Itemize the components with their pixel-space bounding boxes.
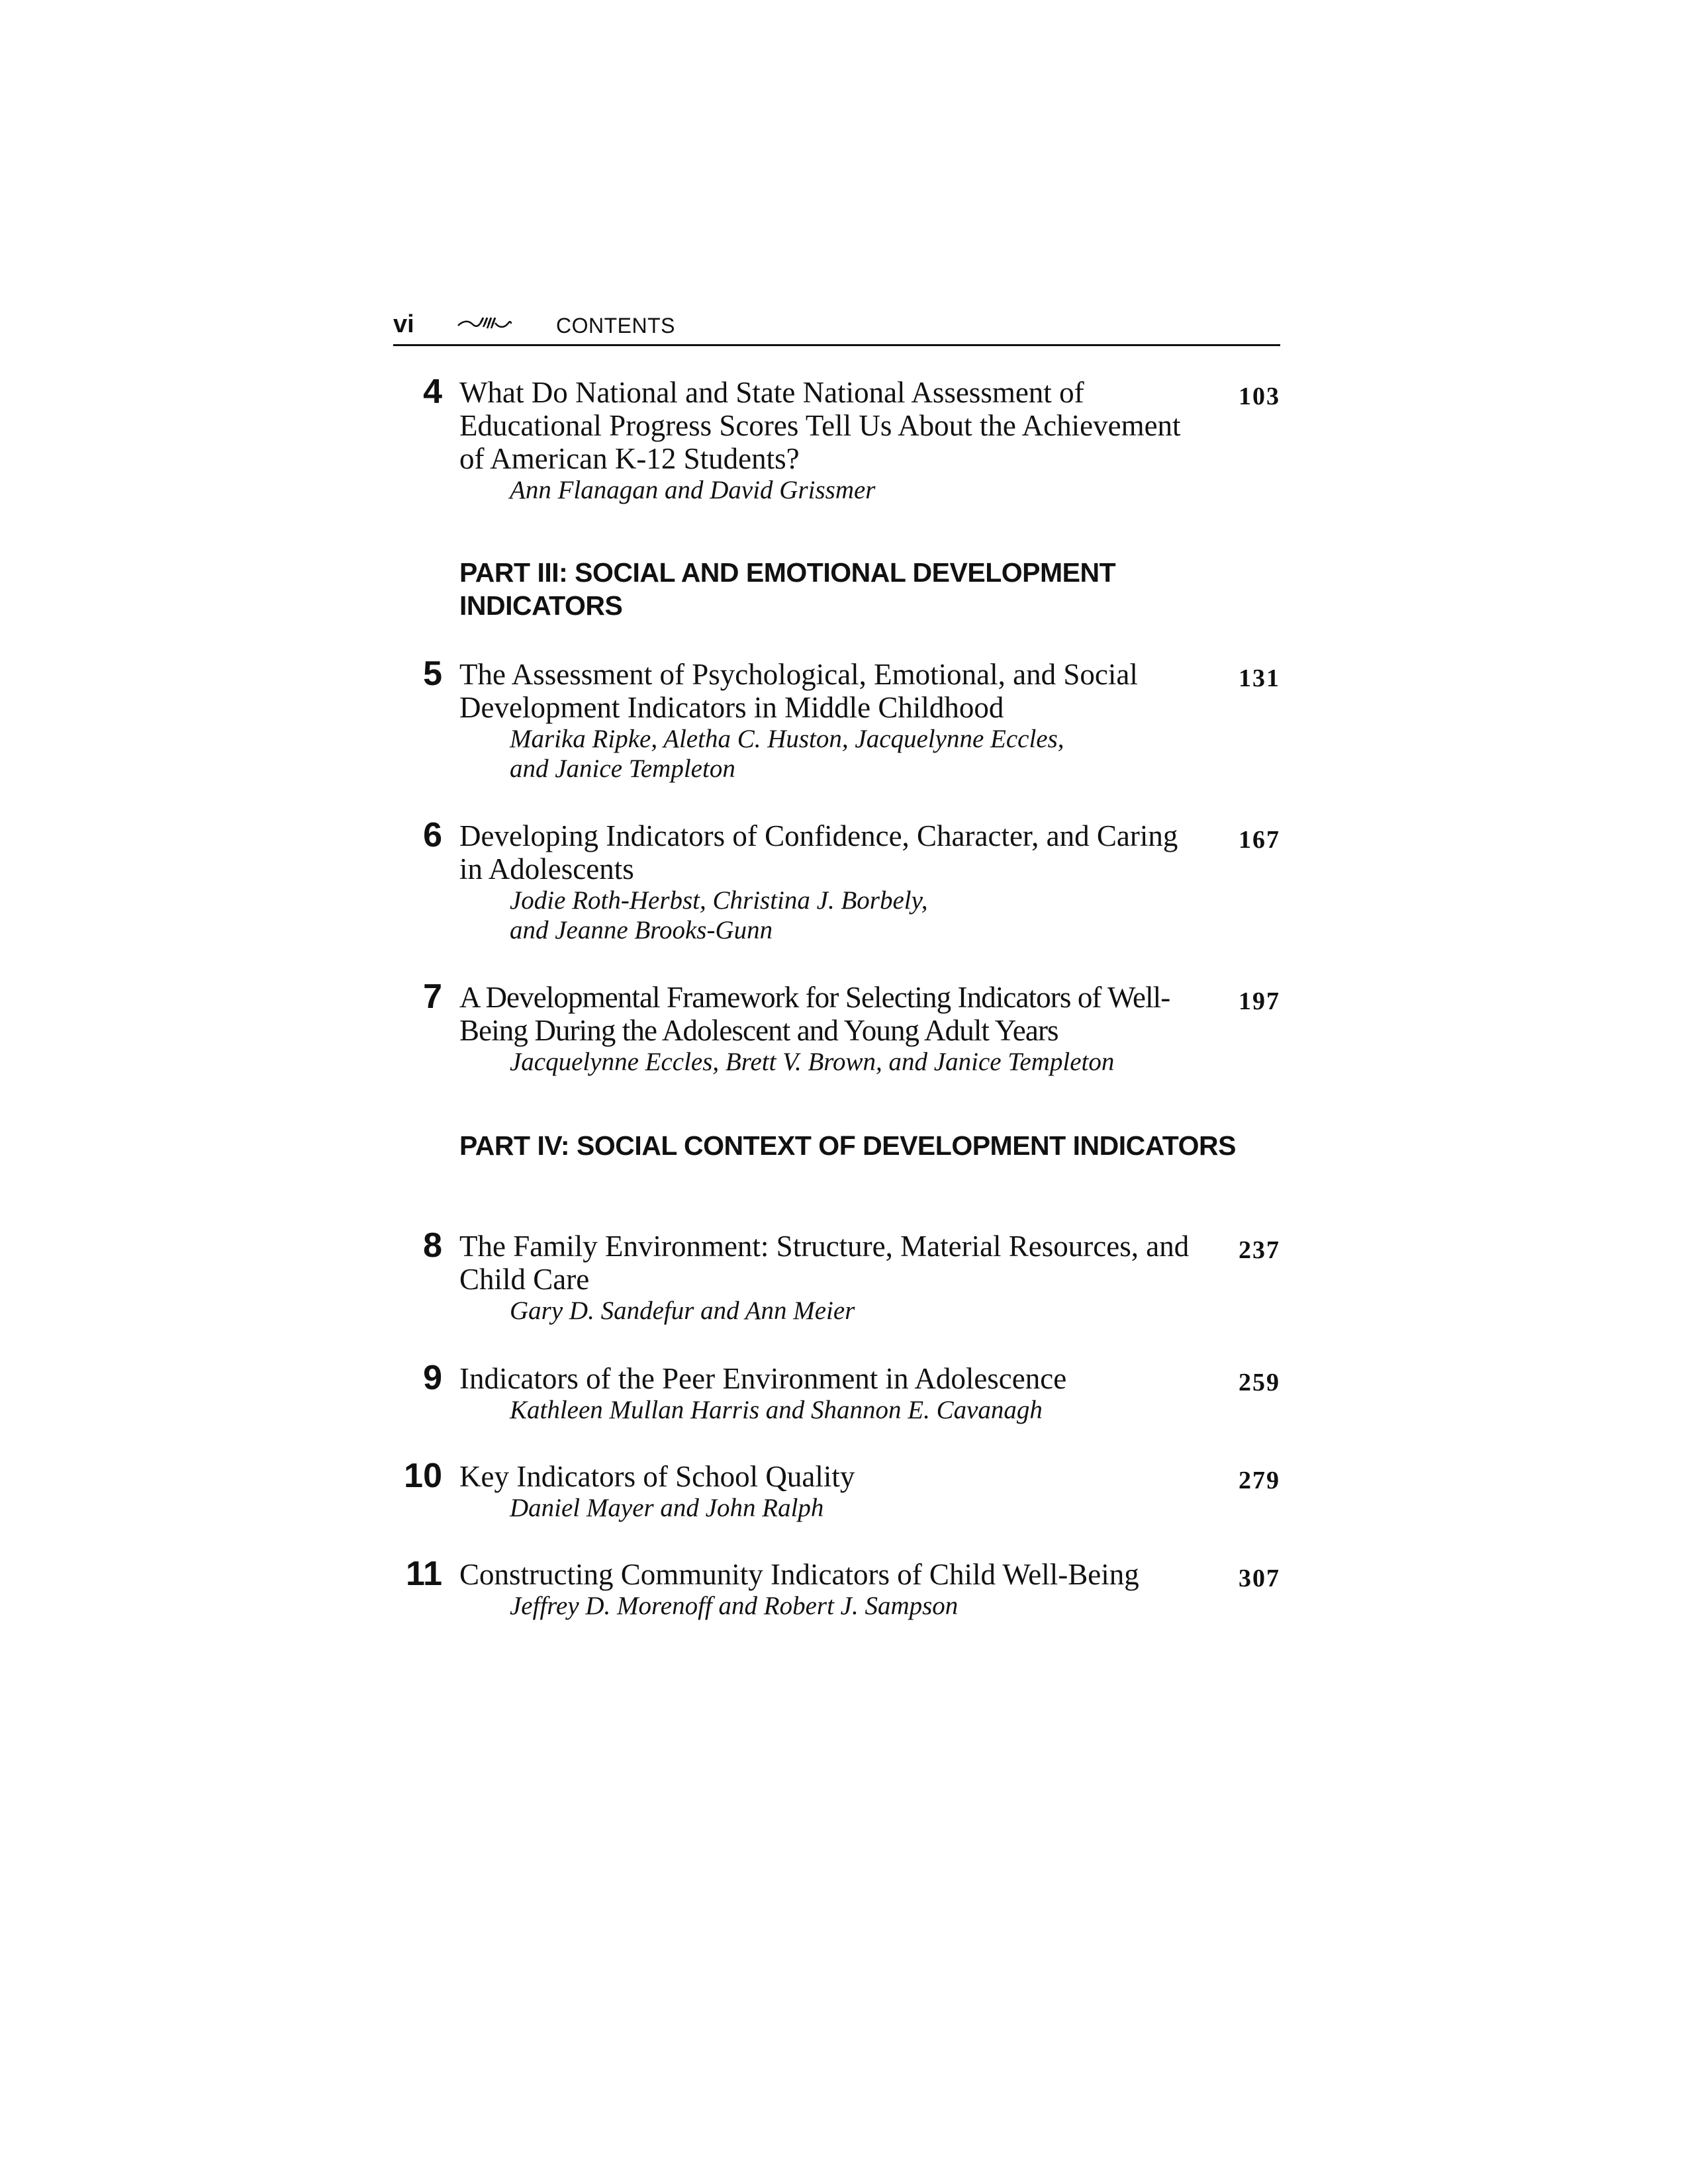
chapter-page-number: 307 [1239, 1565, 1280, 1592]
chapter-title: Key Indicators of School Quality [459, 1460, 855, 1493]
chapter-number: 4 [423, 373, 442, 411]
chapter-title-block [459, 1558, 1207, 1621]
fleuron-ornament-icon [457, 315, 512, 332]
chapter-title: Constructing Community Indicators of Child Well-Being [459, 1558, 1139, 1591]
chapter-authors-line-1: Jodie Roth-Herbst, Christina J. Borbely, [510, 886, 928, 915]
chapter-number: 11 [406, 1555, 442, 1593]
part-heading-iv: PART IV: SOCIAL CONTEXT OF DEVELOPMENT INDICATORS [459, 1130, 1236, 1161]
chapter-authors: Gary D. Sandefur and Ann Meier [510, 1297, 855, 1325]
running-title: CONTENTS [556, 314, 675, 338]
chapter-page-number: 237 [1239, 1236, 1280, 1264]
chapter-authors: Kathleen Mullan Harris and Shannon E. Cavanagh [510, 1396, 1043, 1424]
chapter-number: 5 [423, 655, 442, 693]
chapter-title: A Developmental Framework for Selecting Indicators of Well-Being During the Adolescent and Young Adult Years [459, 981, 1170, 1047]
chapter-page-number: 259 [1239, 1369, 1280, 1396]
chapter-page-number: 167 [1239, 826, 1280, 854]
chapter-title-block [459, 1362, 1207, 1425]
page-folio: vi [393, 310, 414, 338]
chapter-title-block [459, 819, 1207, 945]
chapter-page-number: 197 [1239, 987, 1280, 1015]
chapter-authors: Jacquelynne Eccles, Brett V. Brown, and Janice Templeton [510, 1048, 1115, 1076]
chapter-title: What Do National and State National Assessment of Educational Progress Scores Tell Us About the Achievement of American K-12 Students? [459, 376, 1181, 475]
chapter-title: The Family Environment: Structure, Material Resources, and Child Care [459, 1230, 1190, 1296]
chapter-authors-line-2: and Janice Templeton [510, 754, 735, 783]
chapter-authors-line-2: and Jeanne Brooks-Gunn [510, 916, 773, 944]
chapter-title: Indicators of the Peer Environment in Adolescence [459, 1362, 1067, 1395]
chapter-title: The Assessment of Psychological, Emotional, and Social Development Indicators in Middle Childhood [459, 658, 1138, 724]
chapter-number: 6 [423, 816, 442, 854]
chapter-title-block [459, 1230, 1207, 1326]
chapter-title-block [459, 658, 1207, 784]
chapter-title-block [459, 1460, 1207, 1523]
chapter-page-number: 103 [1239, 383, 1280, 410]
running-header [393, 307, 1280, 347]
chapter-title-block [459, 981, 1207, 1077]
chapter-authors: Ann Flanagan and David Grissmer [510, 476, 876, 504]
chapter-number: 7 [423, 978, 442, 1016]
chapter-page-number: 131 [1239, 664, 1280, 692]
part-heading-iii: PART III: SOCIAL AND EMOTIONAL DEVELOPMENT INDICATORS [459, 557, 1116, 621]
chapter-authors: Daniel Mayer and John Ralph [510, 1494, 824, 1522]
chapter-number: 10 [404, 1457, 442, 1495]
chapter-title-block [459, 376, 1207, 505]
header-rule [393, 344, 1280, 346]
chapter-authors: Jeffrey D. Morenoff and Robert J. Sampson [510, 1592, 959, 1620]
chapter-title: Developing Indicators of Confidence, Character, and Caring in Adolescents [459, 819, 1178, 886]
chapter-number: 9 [423, 1359, 442, 1397]
chapter-authors-line-1: Marika Ripke, Aletha C. Huston, Jacquelynne Eccles, [510, 725, 1064, 753]
chapter-page-number: 279 [1239, 1467, 1280, 1494]
chapter-number: 8 [423, 1226, 442, 1265]
